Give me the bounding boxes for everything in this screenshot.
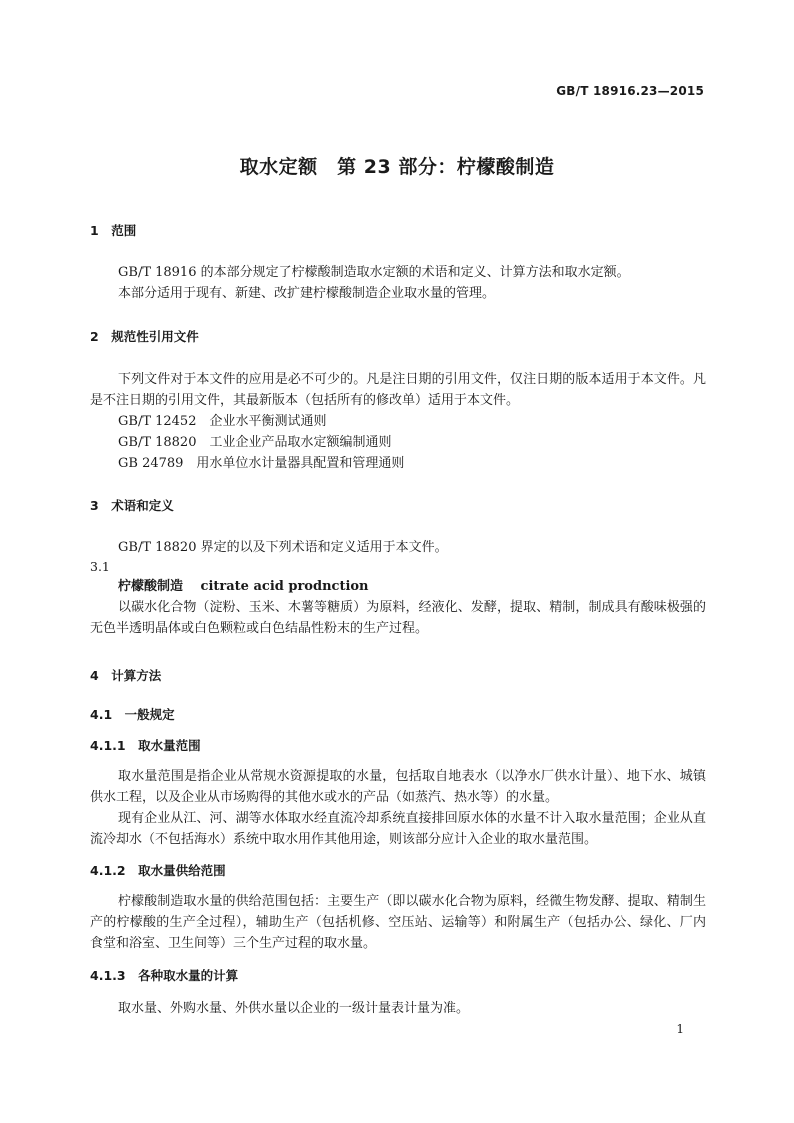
section-4-1-1-body <box>90 766 706 850</box>
section-4-1-2-body <box>90 891 706 954</box>
reference-item: GB/T 18820 工业企业产品取水定额编制通则 <box>118 435 392 450</box>
standard-id: GB/T 18916.23—2015 <box>556 84 704 98</box>
section-4-1-heading: 4.1 一般规定 <box>90 707 175 722</box>
section-4-1-2-paragraph: 柠檬酸制造取水量的供给范围包括：主要生产（即以碳水化合物为原料，经微生物发酵、提取、精制生产的柠檬酸的生产全过程），辅助生产（包括机修、空压站、运输等）和附属生产（包括办公、绿化、厂内食堂和浴室、卫生间等）三个生产过程的取水量。 <box>90 894 706 951</box>
section-4-1-1-paragraph: 现有企业从江、河、湖等水体取水经直流冷却系统直接排回原水体的水量不计入取水量范围；企业从直流冷却水（不包括海水）系统中取水用作其他用途，则该部分应计入企业的取水量范围。 <box>90 811 706 847</box>
term-cn: 柠檬酸制造 <box>118 579 184 594</box>
section-4-1-1-paragraph: 取水量范围是指企业从常规水资源提取的水量，包括取自地表水（以净水厂供水计量）、地下水、城镇供水工程，以及企业从市场购得的其他水或水的产品（如蒸汽、热水等）的水量。 <box>90 769 706 805</box>
section-3-heading: 3 术语和定义 <box>90 498 174 513</box>
section-2-heading: 2 规范性引用文件 <box>90 329 199 344</box>
section-4-1-1-heading: 4.1.1 取水量范围 <box>90 738 201 753</box>
term-definition: 以碳水化合物（淀粉、玉米、木薯等糖质）为原料，经液化、发酵，提取、精制，制成具有酸味极强的无色半透明晶体或白色颗粒或白色结晶性粉末的生产过程。 <box>90 600 706 636</box>
term-en: citrate acid prodnction <box>200 579 369 594</box>
term-number: 3.1 <box>90 559 110 574</box>
section-4-1-3-paragraph: 取水量、外购水量、外供水量以企业的一级计量表计量为准。 <box>118 1001 470 1016</box>
section-3-paragraph: GB/T 18820 界定的以及下列术语和定义适用于本文件。 <box>118 540 448 555</box>
section-4-1-2-heading: 4.1.2 取水量供给范围 <box>90 863 226 878</box>
section-2-paragraph: 下列文件对于本文件的应用是必不可少的。凡是注日期的引用文件，仅注日期的版本适用于本文件。凡是不注日期的引用文件，其最新版本（包括所有的修改单）适用于本文件。 <box>90 372 706 408</box>
section-4-1-3-heading: 4.1.3 各种取水量的计算 <box>90 968 239 983</box>
section-2-body <box>90 369 706 474</box>
page-number: 1 <box>676 1022 684 1036</box>
section-1-heading: 1 范围 <box>90 223 137 238</box>
section-1-paragraph: 本部分适用于现有、新建、改扩建柠檬酸制造企业取水量的管理。 <box>118 286 496 301</box>
section-3-body <box>90 537 706 639</box>
reference-item: GB/T 12452 企业水平衡测试通则 <box>118 414 327 429</box>
reference-item: GB 24789 用水单位水计量器具配置和管理通则 <box>118 456 405 471</box>
section-1-body <box>90 262 706 304</box>
section-1-paragraph: GB/T 18916 的本部分规定了柠檬酸制造取水定额的术语和定义、计算方法和取水定额。 <box>118 265 630 280</box>
section-4-1-3-body <box>90 998 706 1019</box>
section-4-heading: 4 计算方法 <box>90 668 162 683</box>
term-heading <box>90 576 706 597</box>
page-title: 取水定额 第 23 部分：柠檬酸制造 <box>239 156 555 178</box>
